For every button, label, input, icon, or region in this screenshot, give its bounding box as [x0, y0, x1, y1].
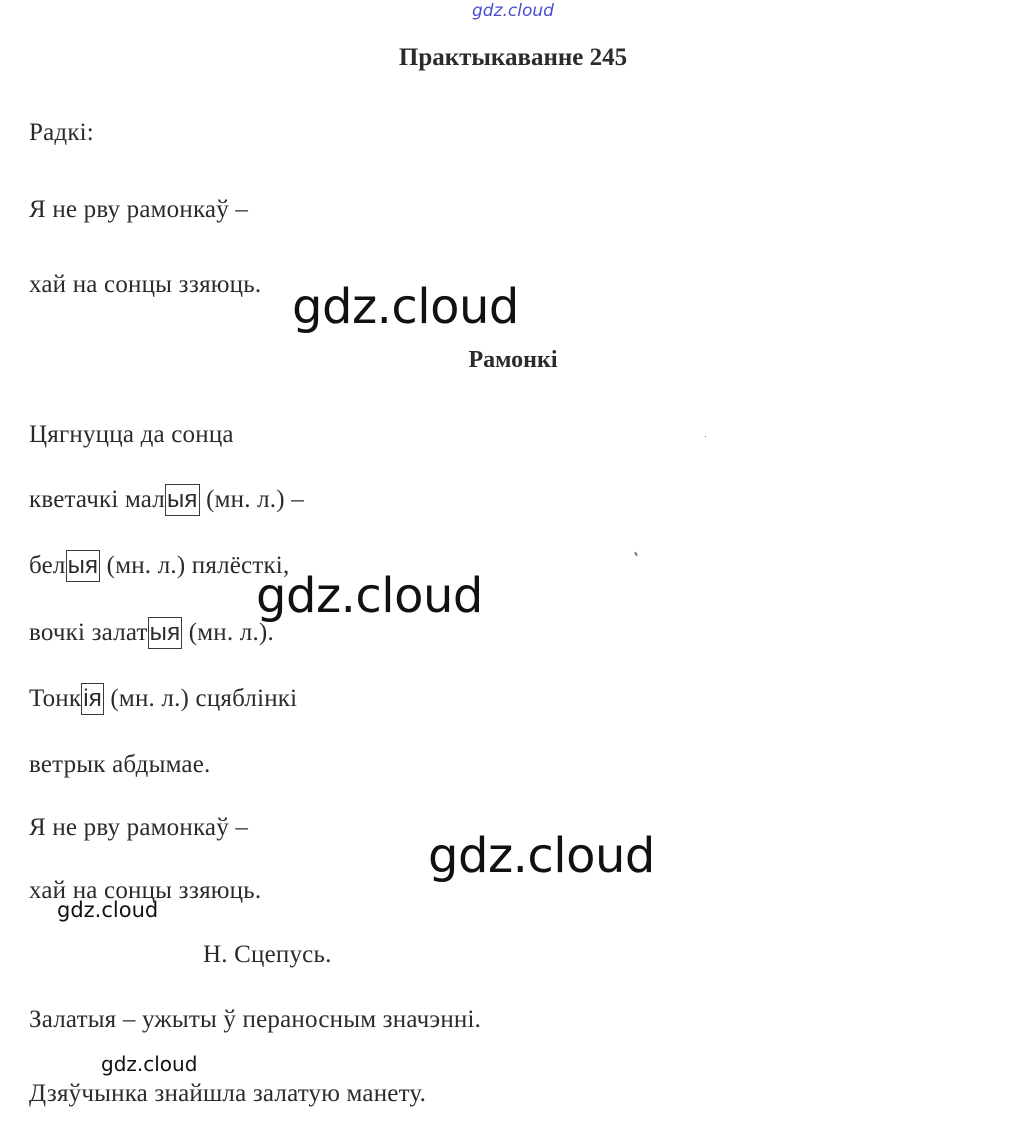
intro-line-2: Я не рву рамонкаў – [29, 196, 249, 223]
poem-line-7: Я не рву рамонкаў – [29, 814, 249, 841]
note-line-1: Залатыя – ужыты ў пераносным значэнні. [29, 1006, 482, 1033]
poem-line-2 [29, 485, 304, 516]
poem-line-2-rest: (мн. л.) – [199, 486, 304, 513]
poem-line-5-rest: (мн. л.) сцяблінкі [103, 685, 298, 712]
ending-box: ыя [165, 484, 200, 516]
poem-title: Рамонкі [468, 347, 558, 373]
ending-box: ыя [66, 550, 101, 582]
watermark-large: gdz.cloud [292, 279, 519, 335]
poem-line-5-stem: Тонк [29, 685, 82, 712]
intro-line-1: Радкі: [29, 119, 94, 146]
poem-line-3 [29, 551, 289, 582]
note-line-2: Дзяўчынка знайшла залатую манету. [29, 1080, 427, 1107]
poem-line-2-stem: кветачкі мал [29, 486, 165, 513]
intro-line-3: хай на сонцы ззяюць. [29, 271, 262, 298]
poem-line-4 [29, 618, 274, 649]
poem-line-1: Цягнуцца да сонца [29, 421, 234, 448]
poem-line-3-rest: (мн. л.) пялёсткі, [100, 552, 290, 579]
watermark-small: gdz.cloud [101, 1052, 198, 1076]
poem-line-5 [29, 684, 297, 715]
poem-line-4-rest: (мн. л.). [182, 619, 274, 646]
poem-line-6: ветрык абдымае. [29, 751, 211, 778]
watermark-large: gdz.cloud [256, 568, 483, 624]
watermark-large: gdz.cloud [428, 828, 655, 884]
ending-box: ія [81, 683, 104, 715]
poem-line-3-stem: бел [29, 552, 66, 579]
exercise-title: Практыкаванне 245 [398, 44, 628, 71]
poem-line-4-stem: вочкі залат [29, 619, 148, 646]
watermark-small: gdz.cloud [57, 898, 159, 922]
poem-line-8: хай на сонцы ззяюць. [29, 877, 262, 904]
ending-box: ыя [148, 617, 183, 649]
poem-author: Н. Сцепусь. [203, 941, 332, 968]
scan-speck [705, 436, 706, 437]
scan-speck [634, 552, 638, 556]
watermark-top: gdz.cloud [472, 1, 554, 21]
